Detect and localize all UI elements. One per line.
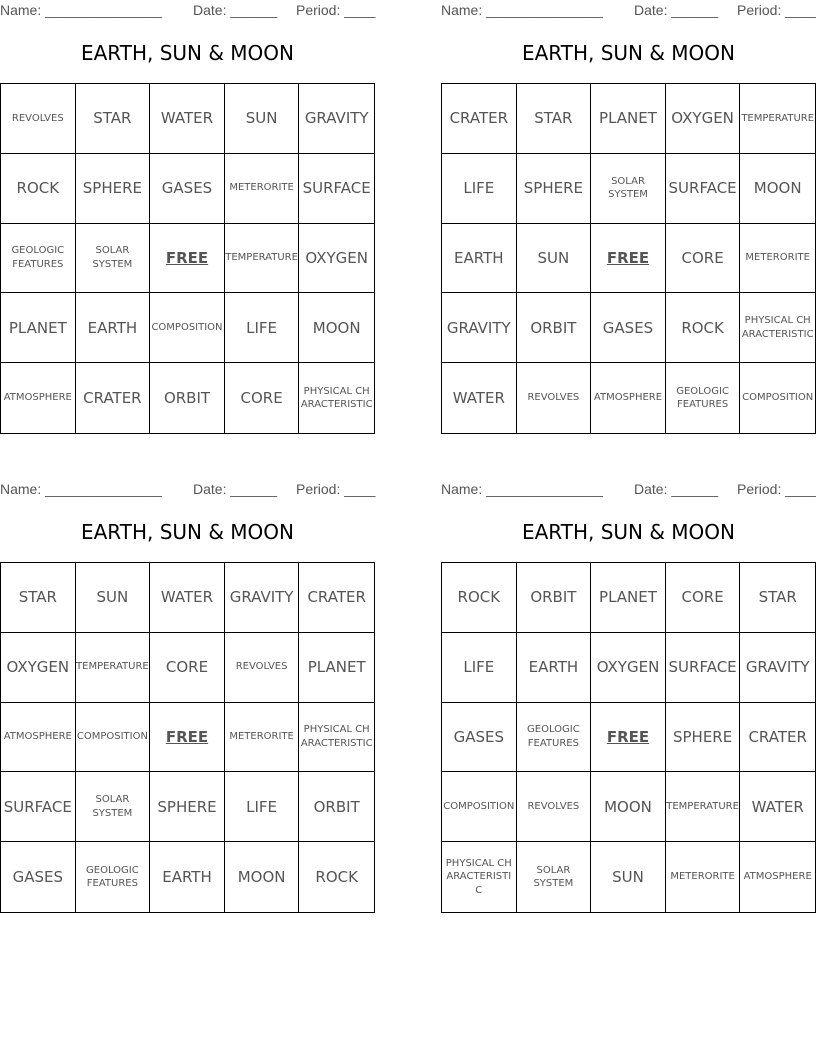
bingo-cell[interactable] — [76, 633, 151, 703]
bingo-cell[interactable] — [442, 633, 517, 703]
bingo-cell-label: TEMPERATURE — [666, 801, 739, 813]
bingo-cell[interactable] — [1, 84, 76, 154]
name-field[interactable]: Name: _______________ — [441, 481, 603, 497]
bingo-cell-label: SUN — [537, 248, 570, 267]
bingo-cell-label: GEOLOGIC FEATURES — [11, 245, 65, 270]
bingo-cell-label: SURFACE — [668, 179, 737, 198]
bingo-cell-label: OXYGEN — [671, 109, 734, 128]
bingo-cell-label: WATER — [160, 109, 214, 128]
bingo-cell-label: PHYSICAL CHARACTERISTIC — [445, 857, 512, 896]
bingo-cell-label: GRAVITY — [745, 658, 810, 677]
bingo-grid — [441, 562, 816, 913]
bingo-cell[interactable] — [299, 703, 374, 773]
bingo-cell-label: METERORITE — [229, 182, 294, 194]
bingo-cell[interactable] — [740, 363, 815, 433]
bingo-cell-label: CORE — [240, 388, 283, 407]
bingo-cell[interactable] — [225, 633, 300, 703]
period-field[interactable]: Period: ____ — [296, 2, 376, 18]
bingo-cell-label: CRATER — [748, 727, 807, 746]
bingo-cell[interactable] — [150, 772, 225, 842]
bingo-cell-label: WATER — [160, 588, 214, 607]
bingo-cell[interactable] — [225, 363, 300, 433]
bingo-cell[interactable] — [517, 84, 592, 154]
bingo-cell[interactable] — [591, 563, 666, 633]
bingo-cell-label: LIFE — [463, 179, 495, 198]
bingo-cell-label: GASES — [12, 867, 63, 886]
bingo-cell[interactable] — [740, 633, 815, 703]
bingo-cell-label: OXYGEN — [596, 658, 660, 677]
bingo-cell-label: EARTH — [528, 658, 579, 677]
bingo-cell[interactable] — [1, 842, 76, 912]
bingo-cell-label: GASES — [602, 318, 654, 337]
bingo-cell-label: CORE — [681, 588, 724, 607]
bingo-cell-label: PHYSICAL CHARACTERISTIC — [741, 315, 814, 340]
bingo-cell-label: ATMOSPHERE — [3, 731, 72, 743]
bingo-cell-label: ROCK — [16, 179, 60, 198]
bingo-cell-label: ORBIT — [530, 588, 577, 607]
bingo-cell-label: STAR — [758, 588, 797, 607]
bingo-cell[interactable] — [150, 633, 225, 703]
bingo-cell-label: FREE — [165, 248, 209, 267]
bingo-cell-label: GASES — [161, 179, 213, 198]
bingo-cell-label: CRATER — [83, 388, 142, 407]
bingo-cell[interactable] — [740, 293, 815, 363]
bingo-cell[interactable] — [299, 563, 374, 633]
bingo-cell-label: EARTH — [454, 248, 504, 267]
bingo-cell[interactable] — [591, 842, 666, 912]
bingo-cell[interactable] — [225, 842, 300, 912]
bingo-cell-label: METERORITE — [670, 871, 735, 883]
bingo-cell[interactable] — [299, 772, 374, 842]
bingo-cell-label: LIFE — [246, 797, 278, 816]
bingo-cell[interactable] — [591, 633, 666, 703]
bingo-cell-label: OXYGEN — [305, 248, 368, 267]
bingo-cell-label: SOLAR SYSTEM — [92, 245, 133, 270]
bingo-cell-label: SOLAR SYSTEM — [92, 794, 133, 819]
bingo-cell[interactable] — [225, 224, 300, 294]
bingo-cell-label: PHYSICAL CHARACTERISTIC — [300, 724, 373, 749]
bingo-cell-label: FREE — [165, 727, 209, 746]
bingo-cell-label: CORE — [681, 248, 724, 267]
bingo-cell-label: EARTH — [162, 867, 212, 886]
bingo-cell[interactable] — [225, 84, 300, 154]
card-header — [0, 2, 400, 20]
bingo-cell-label: ATMOSPHERE — [743, 871, 812, 883]
bingo-cell-label: TEMPERATURE — [741, 112, 815, 124]
bingo-cell[interactable] — [1, 772, 76, 842]
bingo-cell[interactable] — [740, 563, 815, 633]
bingo-cell[interactable] — [225, 563, 300, 633]
bingo-cell-label: SOLAR SYSTEM — [533, 864, 574, 890]
bingo-cell-label: REVOLVES — [235, 661, 288, 673]
bingo-cell[interactable] — [442, 293, 517, 363]
bingo-cell[interactable] — [517, 772, 592, 842]
card-header — [441, 2, 816, 20]
bingo-cell-label: GRAVITY — [229, 588, 294, 607]
bingo-grid — [0, 562, 375, 913]
bingo-cell[interactable] — [517, 293, 592, 363]
bingo-cell[interactable] — [150, 563, 225, 633]
bingo-cell[interactable] — [740, 84, 815, 154]
date-field[interactable]: Date: ______ — [634, 2, 719, 18]
bingo-cell[interactable] — [442, 84, 517, 154]
bingo-cell[interactable] — [666, 703, 741, 773]
bingo-cell[interactable] — [1, 703, 76, 773]
bingo-cell-label: SPHERE — [672, 727, 733, 746]
bingo-cell[interactable] — [442, 563, 517, 633]
bingo-cell-label: STAR — [93, 109, 132, 128]
bingo-cell[interactable] — [591, 363, 666, 433]
bingo-cell-label: SURFACE — [302, 179, 371, 198]
bingo-cell[interactable] — [1, 154, 76, 224]
bingo-cell-label: STAR — [18, 588, 57, 607]
bingo-cell-label: PHYSICAL CHARACTERISTIC — [300, 385, 373, 411]
bingo-cell[interactable] — [517, 633, 592, 703]
card-header — [441, 481, 816, 499]
bingo-cell-label: PLANET — [307, 658, 366, 677]
bingo-cell[interactable] — [225, 703, 300, 773]
bingo-cell[interactable] — [591, 84, 666, 154]
bingo-cell[interactable] — [299, 633, 374, 703]
bingo-cell[interactable] — [76, 224, 151, 294]
bingo-cell[interactable] — [666, 563, 741, 633]
bingo-cell-label: FREE — [606, 248, 650, 267]
bingo-cell[interactable] — [517, 563, 592, 633]
bingo-cell-label: SUN — [96, 588, 129, 607]
bingo-cell[interactable] — [76, 563, 151, 633]
bingo-cell[interactable] — [76, 703, 151, 773]
bingo-cell-label: ROCK — [457, 588, 501, 607]
bingo-cell-label: ORBIT — [163, 388, 211, 407]
bingo-cell[interactable] — [76, 84, 151, 154]
bingo-cell-label: GASES — [453, 727, 504, 746]
bingo-cell-label: ROCK — [315, 867, 358, 886]
bingo-cell[interactable] — [150, 842, 225, 912]
bingo-cell-label: COMPOSITION — [76, 731, 148, 743]
bingo-cell[interactable] — [517, 154, 592, 224]
bingo-cell[interactable] — [76, 772, 151, 842]
date-field[interactable]: Date: ______ — [634, 481, 719, 497]
bingo-cell[interactable] — [442, 772, 517, 842]
bingo-cell[interactable] — [666, 633, 741, 703]
bingo-cell-label: FREE — [606, 727, 650, 746]
bingo-cell[interactable] — [1, 563, 76, 633]
bingo-cell-label: PLANET — [599, 109, 657, 128]
bingo-cell-label: MOON — [237, 867, 286, 886]
bingo-cell[interactable] — [76, 363, 151, 433]
free-space[interactable] — [591, 224, 666, 294]
bingo-cell-label: GEOLOGIC FEATURES — [527, 724, 580, 749]
bingo-cell-label: PLANET — [599, 588, 657, 607]
bingo-cell-label: REVOLVES — [527, 392, 580, 404]
name-field[interactable]: Name: _______________ — [0, 481, 162, 497]
bingo-cell[interactable] — [666, 772, 741, 842]
bingo-cell-label: MOON — [312, 318, 361, 337]
bingo-cell[interactable] — [740, 703, 815, 773]
bingo-cell[interactable] — [299, 842, 374, 912]
free-space[interactable] — [150, 703, 225, 773]
bingo-grid — [0, 83, 375, 434]
card-title: EARTH, SUN & MOON — [521, 41, 736, 65]
bingo-cell[interactable] — [76, 154, 151, 224]
bingo-cell-label: TEMPERATURE — [225, 252, 298, 264]
bingo-cell-label: METERORITE — [745, 252, 810, 264]
bingo-cell-label: LIFE — [463, 658, 495, 677]
bingo-cell-label: SURFACE — [3, 797, 72, 816]
bingo-grid — [441, 83, 816, 434]
bingo-cell-label: SURFACE — [668, 658, 737, 677]
bingo-cell-label: COMPOSITION — [742, 392, 814, 404]
bingo-cell[interactable] — [299, 224, 374, 294]
bingo-cell[interactable] — [299, 84, 374, 154]
bingo-cell[interactable] — [76, 842, 151, 912]
bingo-cell-label: REVOLVES — [527, 801, 580, 813]
bingo-cell[interactable] — [225, 772, 300, 842]
bingo-cell-label: METERORITE — [229, 731, 294, 743]
bingo-cell-label: CRATER — [449, 109, 509, 128]
bingo-cell[interactable] — [740, 772, 815, 842]
bingo-cell[interactable] — [517, 703, 592, 773]
bingo-cell-label: GRAVITY — [304, 109, 369, 128]
bingo-cell-label: ORBIT — [530, 318, 577, 337]
name-field[interactable]: Name: _______________ — [441, 2, 603, 18]
bingo-cell-label: ROCK — [681, 318, 724, 337]
card-title: EARTH, SUN & MOON — [521, 520, 736, 544]
card-title: EARTH, SUN & MOON — [80, 41, 295, 65]
bingo-cell[interactable] — [76, 293, 151, 363]
bingo-cell-label: SPHERE — [523, 179, 583, 198]
bingo-cell[interactable] — [666, 224, 741, 294]
bingo-cell[interactable] — [442, 154, 517, 224]
card-title: EARTH, SUN & MOON — [80, 520, 295, 544]
bingo-cell-label: COMPOSITION — [443, 801, 515, 813]
bingo-cell[interactable] — [740, 842, 815, 912]
bingo-cell-label: SUN — [245, 109, 278, 128]
bingo-cell[interactable] — [442, 842, 517, 912]
bingo-cell[interactable] — [299, 293, 374, 363]
bingo-cell-label: GEOLOGIC FEATURES — [676, 385, 729, 411]
bingo-cell[interactable] — [740, 224, 815, 294]
bingo-cell-label: STAR — [534, 109, 573, 128]
bingo-cell[interactable] — [225, 154, 300, 224]
bingo-cell-label: COMPOSITION — [151, 322, 223, 334]
date-field[interactable]: Date: ______ — [193, 2, 278, 18]
bingo-cell[interactable] — [1, 224, 76, 294]
bingo-cell-label: MOON — [753, 179, 802, 198]
bingo-cell[interactable] — [299, 154, 374, 224]
date-field[interactable]: Date: ______ — [193, 481, 278, 497]
bingo-cell-label: REVOLVES — [11, 112, 64, 124]
bingo-cell-label: OXYGEN — [6, 658, 70, 677]
bingo-cell-label: PLANET — [8, 318, 67, 337]
bingo-cell-label: CORE — [165, 658, 209, 677]
bingo-cell-label: CRATER — [307, 588, 366, 607]
bingo-cell-label: SUN — [612, 867, 644, 886]
period-field[interactable]: Period: ____ — [737, 481, 816, 497]
bingo-cell-label: WATER — [751, 797, 804, 816]
bingo-cell[interactable] — [442, 224, 517, 294]
bingo-cell[interactable] — [150, 154, 225, 224]
bingo-cell-label: LIFE — [246, 318, 278, 337]
bingo-cell[interactable] — [1, 293, 76, 363]
free-space[interactable] — [591, 703, 666, 773]
name-field[interactable]: Name: _______________ — [0, 2, 162, 18]
bingo-cell[interactable] — [150, 363, 225, 433]
bingo-cell-label: TEMPERATURE — [76, 661, 149, 673]
bingo-cell[interactable] — [666, 363, 741, 433]
bingo-cell[interactable] — [442, 363, 517, 433]
period-field[interactable]: Period: ____ — [737, 2, 816, 18]
bingo-cell-label: SPHERE — [82, 179, 142, 198]
bingo-cell[interactable] — [591, 154, 666, 224]
bingo-cell-label: SPHERE — [157, 797, 217, 816]
bingo-cell[interactable] — [150, 293, 225, 363]
bingo-cell-label: GEOLOGIC FEATURES — [86, 864, 139, 890]
period-field[interactable]: Period: ____ — [296, 481, 376, 497]
bingo-cell[interactable] — [591, 293, 666, 363]
bingo-cell[interactable] — [666, 154, 741, 224]
bingo-cell[interactable] — [666, 293, 741, 363]
bingo-cell[interactable] — [591, 772, 666, 842]
bingo-cell[interactable] — [150, 84, 225, 154]
bingo-cell[interactable] — [666, 842, 741, 912]
bingo-cell-label: WATER — [452, 388, 505, 407]
bingo-cell[interactable] — [517, 363, 592, 433]
bingo-cell[interactable] — [740, 154, 815, 224]
free-space[interactable] — [150, 224, 225, 294]
bingo-cell-label: MOON — [604, 797, 652, 816]
bingo-cell[interactable] — [517, 842, 592, 912]
bingo-cell-label: GRAVITY — [446, 318, 511, 337]
bingo-cell-label: ATMOSPHERE — [3, 392, 72, 404]
bingo-cell-label: EARTH — [87, 318, 138, 337]
bingo-cell[interactable] — [1, 363, 76, 433]
card-header — [0, 481, 400, 499]
bingo-cell-label: ORBIT — [313, 797, 360, 816]
bingo-cell[interactable] — [442, 703, 517, 773]
bingo-cell[interactable] — [517, 224, 592, 294]
bingo-cell[interactable] — [666, 84, 741, 154]
bingo-cell[interactable] — [1, 633, 76, 703]
bingo-cell-label: SOLAR SYSTEM — [608, 175, 648, 201]
bingo-cell-label: ATMOSPHERE — [593, 392, 663, 404]
bingo-cell[interactable] — [225, 293, 300, 363]
bingo-cell[interactable] — [299, 363, 374, 433]
